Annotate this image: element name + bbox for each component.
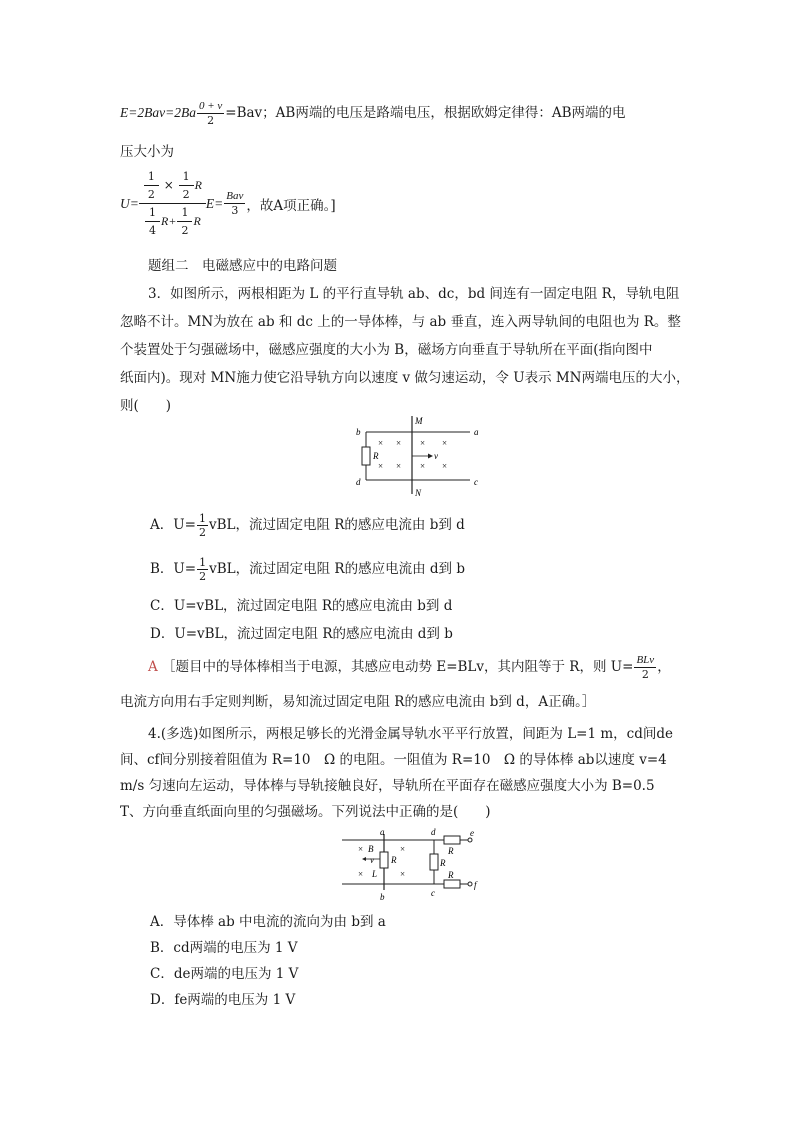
label-r-cd: R xyxy=(440,858,446,868)
label-e: e xyxy=(470,828,474,838)
q3-answer-line-1: A ［题目中的导体棒相当于电源，其感应电动势 E=BLv，其内阻等于 R，则 U= $\frac{\text{BLv}}{2}$ ， xyxy=(148,654,671,681)
terminal-f xyxy=(468,882,472,886)
svg-text:×: × xyxy=(400,869,406,879)
velocity-arrow-head xyxy=(428,454,433,459)
svg-text:×: × xyxy=(396,438,402,448)
label-c: c xyxy=(474,477,478,487)
velocity-arrow-head xyxy=(362,857,366,861)
label-r: R xyxy=(373,451,379,461)
q4-option-d: D．fe两端的电压为 1 V xyxy=(150,992,296,1008)
svg-text:×: × xyxy=(442,461,448,471)
q4-line-1: 4.(多选)如图所示，两根足够长的光滑金属导轨水平平行放置，间距为 L=1 m，cd间de xyxy=(148,726,673,742)
q4-line-4: T、方向垂直纸面向里的匀强磁场。下列说法中正确的是( ) xyxy=(120,804,491,820)
sol-voltage-formula: U= $\frac{1}{2}$ × $\frac{1}{2}$ R $\frac{1}{4}$ R+ $\frac{1}{2}$ R E= $\frac{\text{Bav}}{3}$ ，故A项正确。] xyxy=(120,170,336,237)
label-n: N xyxy=(415,488,422,498)
q3-line-3: 个装置处于匀强磁场中，磁感应强度的大小为 B，磁场方向垂直于导轨所在平面(指向图中 xyxy=(120,342,653,358)
svg-text:×: × xyxy=(358,844,364,854)
terminal-e xyxy=(468,838,472,842)
resistor-ab xyxy=(380,852,388,868)
svg-text:×: × xyxy=(396,461,402,471)
q4-figure xyxy=(336,826,486,906)
sol-line-1 xyxy=(120,100,626,127)
q3-option-d: D．U=vBL，流过固定电阻 R的感应电流由 d到 b xyxy=(150,626,453,642)
label-v: v xyxy=(370,855,374,865)
formula-emf: E=2Bav=2Ba xyxy=(120,105,196,120)
q3-figure xyxy=(352,412,502,502)
label-r-de: R xyxy=(448,846,454,856)
group-heading: 题组二 电磁感应中的电路问题 xyxy=(148,258,337,274)
label-r-ab: R xyxy=(391,855,397,865)
big-fraction: $\frac{1}{2}$ × $\frac{1}{2}$ R $\frac{1}{4}$ R+ $\frac{1}{2}$ R xyxy=(139,170,206,237)
q4-line-3: m/s 匀速向左运动，导体棒与导轨接触良好，导轨所在平面存在磁感应强度大小为 B=0.5 xyxy=(120,778,655,794)
svg-text:×: × xyxy=(420,461,426,471)
label-c: c xyxy=(431,888,435,898)
q4-option-b: B．cd两端的电压为 1 V xyxy=(150,940,298,956)
label-f: f xyxy=(474,880,477,890)
q3-option-a: A．U= $\frac{1}{2}$ vBL，流过固定电阻 R的感应电流由 b到 d xyxy=(150,512,465,539)
q3-line-1: 3．如图所示，两根相距为 L 的平行直导轨 ab、dc，bd 间连有一固定电阻 R，导轨电阻 xyxy=(148,286,680,302)
label-b-field: B xyxy=(368,844,374,854)
svg-text:×: × xyxy=(400,844,406,854)
resistor-cf xyxy=(444,880,460,888)
resistor-r xyxy=(362,447,370,465)
answer-letter: A xyxy=(148,659,158,675)
label-m: M xyxy=(415,416,423,426)
label-b: b xyxy=(380,892,385,902)
q4-line-2: 间、cf间分别接着阻值为 R=10 Ω 的电阻。一阻值为 R=10 Ω 的导体棒 ab以速度 v=4 xyxy=(120,752,667,768)
q3-answer-line-2: 电流方向用右手定则判断，易知流过固定电阻 R的感应电流由 b到 d，A正确。］ xyxy=(120,694,596,710)
q3-line-4: 纸面内)。现对 MN施力使它沿导轨方向以速度 v 做匀速运动，令 U表示 MN两端电压的大小， xyxy=(120,370,690,386)
label-v: v xyxy=(434,451,438,461)
svg-text:×: × xyxy=(378,461,384,471)
resistor-cd xyxy=(430,854,438,870)
sol-line-1-tail: =Bav；AB两端的电压是路端电压，根据欧姆定律得：AB两端的电 xyxy=(225,105,626,121)
label-b: b xyxy=(356,427,361,437)
q3-line-5: 则( ) xyxy=(120,398,172,414)
q3-line-2: 忽略不计。MN为放在 ab 和 dc 上的一导体棒，与 ab 垂直，连入两导轨间的电阻也为 R。整 xyxy=(120,314,681,330)
svg-text:×: × xyxy=(420,438,426,448)
label-d: d xyxy=(356,477,361,487)
frac-avg-v: $\frac{0 + v}{2}$ xyxy=(198,100,223,127)
label-r-cf: R xyxy=(448,870,454,880)
svg-text:×: × xyxy=(442,438,448,448)
q4-option-c: C．de两端的电压为 1 V xyxy=(150,966,299,982)
label-a: a xyxy=(474,427,479,437)
label-d: d xyxy=(431,827,436,837)
sol-line-2: 压大小为 xyxy=(120,144,174,160)
q4-option-a: A．导体棒 ab 中电流的流向为由 b到 a xyxy=(150,914,386,930)
q3-option-c: C．U=vBL，流过固定电阻 R的感应电流由 b到 d xyxy=(150,598,453,614)
svg-text:×: × xyxy=(358,869,364,879)
q3-option-b: B．U= $\frac{1}{2}$ vBL，流过固定电阻 R的感应电流由 d到 b xyxy=(150,556,465,583)
resistor-de xyxy=(444,836,460,844)
label-a: a xyxy=(380,827,385,837)
label-l: L xyxy=(372,869,378,879)
svg-text:×: × xyxy=(378,438,384,448)
